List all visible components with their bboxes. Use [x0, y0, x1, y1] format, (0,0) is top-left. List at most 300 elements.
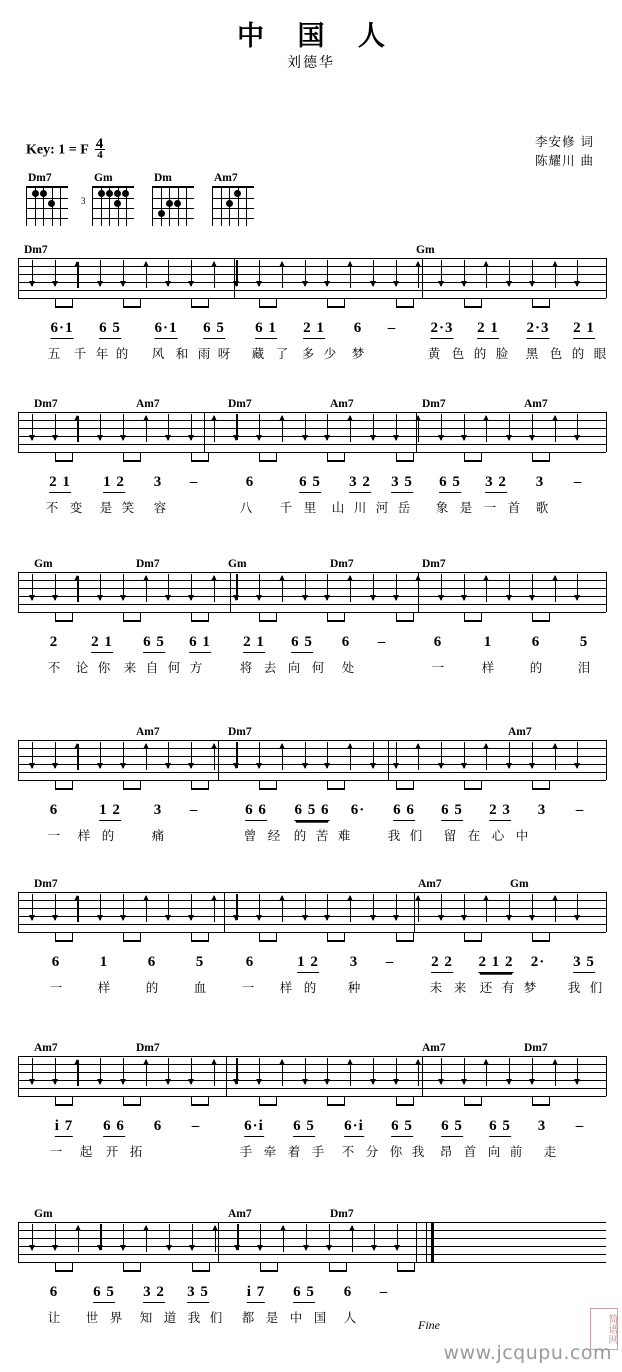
lyric-syllable: 我 — [387, 828, 401, 843]
final-barline-thick — [431, 1222, 434, 1262]
composer-credit: 陈耀川 曲 — [535, 153, 594, 168]
downstroke-arrow — [259, 414, 260, 440]
lyric-syllable: 的 — [571, 346, 585, 361]
note-stem — [208, 298, 209, 308]
jianpu-note: – — [575, 1118, 585, 1134]
arrow-head — [370, 1079, 376, 1085]
lyric-syllable: 歌 — [535, 500, 549, 515]
chord-label: Dm7 — [34, 398, 58, 410]
chord-diagram-am7 — [212, 172, 260, 226]
staff-line — [18, 756, 606, 757]
jianpu-notation-row — [18, 1118, 606, 1138]
rhythm-beam — [55, 788, 73, 790]
note-stem — [276, 612, 277, 622]
downstroke-arrow — [464, 260, 465, 286]
downstroke-arrow — [509, 742, 510, 768]
note-stem — [549, 932, 550, 942]
staff-line — [18, 740, 606, 741]
jianpu-note: i 7 — [55, 1118, 73, 1137]
downstroke-arrow — [374, 1224, 375, 1250]
lyric-syllable: 样 — [279, 980, 293, 995]
rhythm-beam — [123, 1104, 141, 1106]
arrow-head — [506, 763, 512, 769]
arrow-head — [347, 743, 353, 749]
staff-line — [18, 1254, 606, 1255]
note-stem — [208, 452, 209, 462]
jianpu-note: 6·1 — [154, 320, 177, 339]
arrow-head — [461, 281, 467, 287]
lyric-syllable: 一 — [47, 828, 61, 843]
upstroke-arrow — [555, 896, 556, 922]
staff-line — [18, 444, 606, 445]
chord-finger-dot — [158, 210, 165, 217]
chord-diagram-name: Dm — [154, 172, 172, 184]
arrow-head — [393, 595, 399, 601]
staff-line — [18, 1222, 606, 1223]
downstroke-arrow — [123, 1224, 124, 1250]
lyric-syllable: 昂 — [439, 1144, 453, 1159]
upstroke-arrow — [214, 744, 215, 770]
downstroke-arrow — [509, 414, 510, 440]
lyric-syllable: 曾 — [243, 828, 257, 843]
downstroke-arrow — [397, 1224, 398, 1250]
lyric-syllable: 里 — [303, 500, 317, 515]
lyric-syllable: 的 — [529, 660, 543, 675]
lyric-syllable: 我 — [411, 1144, 425, 1159]
rhythm-beam — [327, 460, 345, 462]
lyric-syllable: 我 — [187, 1310, 201, 1325]
lyric-syllable: 分 — [365, 1144, 379, 1159]
staff-line — [18, 748, 606, 749]
downstroke-arrow — [577, 1058, 578, 1084]
downstroke-arrow — [532, 1058, 533, 1084]
lyric-syllable: 样 — [97, 980, 111, 995]
arrow-head — [29, 281, 35, 287]
rhythm-beam — [123, 306, 141, 308]
fretboard-fret — [153, 208, 194, 209]
arrow-head — [506, 435, 512, 441]
arrow-head — [370, 281, 376, 287]
fretboard-string — [178, 188, 179, 226]
rhythm-beam — [464, 1104, 482, 1106]
jianpu-note: 6·i — [244, 1118, 264, 1137]
arrow-head — [29, 763, 35, 769]
downstroke-arrow — [192, 1224, 193, 1250]
downstroke-arrow — [441, 894, 442, 920]
time-denominator: 4 — [97, 149, 103, 161]
downstroke-arrow — [373, 742, 374, 768]
upstroke-arrow — [350, 744, 351, 770]
chord-label: Dm7 — [330, 1208, 354, 1220]
lyric-syllable: 山 — [331, 500, 345, 515]
arrow-head — [75, 1225, 81, 1231]
downstroke-arrow — [169, 1224, 170, 1250]
lyric-syllable: 着 — [287, 1144, 301, 1159]
lyric-syllable: 了 — [275, 346, 289, 361]
upstroke-arrow — [555, 744, 556, 770]
upstroke-arrow — [283, 1226, 284, 1252]
arrow-head — [324, 435, 330, 441]
rhythm-beam — [260, 1270, 278, 1272]
lyric-syllable: 都 — [241, 1310, 255, 1325]
chord-finger-dot — [40, 190, 47, 197]
arrow-head — [120, 281, 126, 287]
fretboard-fret — [213, 218, 254, 219]
lyric-syllable: 中 — [515, 828, 529, 843]
upstroke-arrow — [352, 1226, 353, 1252]
lyric-row — [18, 344, 606, 364]
downstroke-arrow — [168, 574, 169, 600]
lyric-syllable: 不 — [47, 660, 61, 675]
note-stem — [276, 780, 277, 790]
downstroke-arrow — [123, 894, 124, 920]
arrow-head — [370, 915, 376, 921]
fretboard-fret — [93, 208, 134, 209]
key-label: Key: — [26, 142, 55, 158]
downstroke-arrow — [168, 894, 169, 920]
lyric-syllable: 处 — [341, 660, 355, 675]
note-stem — [413, 612, 414, 622]
note-stem — [276, 298, 277, 308]
jianpu-note: 2 1 — [477, 320, 499, 339]
downstroke-arrow — [373, 414, 374, 440]
lyric-syllable: 多 — [301, 346, 315, 361]
downstroke-arrow — [327, 414, 328, 440]
upstroke-arrow — [418, 262, 419, 288]
performer-name: 刘德华 — [287, 55, 335, 71]
rhythm-beam — [327, 620, 345, 622]
arrow-head — [188, 1079, 194, 1085]
chord-label: Am7 — [136, 726, 160, 738]
barline — [218, 1222, 219, 1262]
arrow-head — [211, 261, 217, 267]
lyricist-credit: 李安修 词 — [535, 134, 594, 149]
jianpu-note: 3 — [349, 954, 359, 970]
jianpu-note: 6 — [343, 1284, 353, 1300]
jianpu-note: 6 1 — [255, 320, 277, 339]
arrow-head — [461, 435, 467, 441]
staff-line — [18, 436, 606, 437]
downstroke-arrow — [441, 742, 442, 768]
downstroke-arrow — [191, 260, 192, 286]
jianpu-note: 2 1 — [303, 320, 325, 339]
rhythm-beam — [259, 306, 277, 308]
arrow-head — [438, 763, 444, 769]
staff-line — [18, 1246, 606, 1247]
downstroke-arrow — [329, 1224, 330, 1250]
rhythm-beam — [327, 1104, 345, 1106]
lyric-syllable: 是 — [459, 500, 473, 515]
fretboard-fret — [27, 208, 68, 209]
rhythm-beam — [464, 620, 482, 622]
downstroke-arrow — [464, 742, 465, 768]
note-stem — [276, 932, 277, 942]
downstroke-arrow — [259, 260, 260, 286]
downstroke-arrow — [100, 414, 101, 440]
lyric-syllable: 一 — [431, 660, 445, 675]
chord-label: Dm7 — [422, 398, 446, 410]
staff-line — [18, 1072, 606, 1073]
jianpu-note: 1 2 — [99, 802, 121, 821]
lyric-syllable: 来 — [453, 980, 467, 995]
downstroke-arrow — [396, 414, 397, 440]
chord-label: Am7 — [524, 398, 548, 410]
note-stem — [414, 1262, 415, 1272]
staff-line — [18, 1064, 606, 1065]
lyric-syllable: 血 — [193, 980, 207, 995]
chord-finger-dot — [166, 200, 173, 207]
lyric-syllable: 一 — [241, 980, 255, 995]
lyric-row — [18, 658, 606, 678]
jianpu-note: – — [377, 634, 387, 650]
arrow-head — [415, 743, 421, 749]
arrow-head — [97, 1079, 103, 1085]
arrow-head — [552, 575, 558, 581]
upstroke-arrow — [282, 744, 283, 770]
chord-diagram-gm — [81, 172, 140, 226]
rhythm-beam — [123, 460, 141, 462]
upstroke-arrow — [146, 1226, 147, 1252]
downstroke-arrow — [55, 1224, 56, 1250]
fretboard-string — [169, 188, 170, 226]
jianpu-note: 2·3 — [526, 320, 549, 339]
downstroke-arrow — [305, 1058, 306, 1084]
arrow-head — [415, 895, 421, 901]
arrow-head — [574, 1079, 580, 1085]
arrow-head — [212, 1225, 218, 1231]
staff-line — [18, 932, 606, 933]
note-stem — [72, 1096, 73, 1106]
arrow-head — [483, 575, 489, 581]
jianpu-note: 6 5 — [293, 1118, 315, 1137]
chord-fretboard — [26, 186, 68, 226]
arrow-head — [461, 595, 467, 601]
staff-line — [18, 1088, 606, 1089]
barline — [606, 892, 607, 932]
arrow-head — [506, 595, 512, 601]
lyric-syllable: 界 — [109, 1310, 123, 1325]
arrow-head — [120, 763, 126, 769]
staff-line — [18, 580, 606, 581]
chord-diagram-dm7 — [26, 172, 74, 226]
downstroke-arrow — [577, 742, 578, 768]
downstroke-arrow — [396, 260, 397, 286]
jianpu-note: 6 — [147, 954, 157, 970]
staff-line — [18, 1262, 606, 1263]
downstroke-arrow — [305, 894, 306, 920]
rhythm-beam — [396, 788, 414, 790]
note-stem — [72, 1262, 73, 1272]
arrow-head — [52, 595, 58, 601]
rhythm-beam — [259, 788, 277, 790]
upstroke-arrow — [77, 262, 78, 288]
lyric-syllable: 将 — [239, 660, 253, 675]
chord-label: Am7 — [228, 1208, 252, 1220]
staff-system — [18, 244, 607, 361]
downstroke-arrow — [260, 1224, 261, 1250]
rhythm-beam — [123, 788, 141, 790]
arrow-head — [279, 895, 285, 901]
arrow-head — [461, 1079, 467, 1085]
downstroke-arrow — [532, 260, 533, 286]
jianpu-note: 6 5 — [441, 802, 463, 821]
note-stem — [413, 452, 414, 462]
arrow-head — [393, 915, 399, 921]
rhythm-beam — [532, 788, 550, 790]
jianpu-note: – — [573, 474, 583, 490]
lyric-syllable: 种 — [347, 980, 361, 995]
jianpu-note: 6 5 — [93, 1284, 115, 1303]
downstroke-arrow — [236, 414, 237, 440]
lyric-syllable: 来 — [123, 660, 137, 675]
staff-system — [18, 1042, 606, 1159]
arrow-head — [302, 595, 308, 601]
barline — [226, 1056, 227, 1096]
downstroke-arrow — [532, 742, 533, 768]
jianpu-note: 5 — [195, 954, 205, 970]
fretboard-string — [52, 188, 53, 226]
chord-label: Am7 — [34, 1042, 58, 1054]
arrow-head — [211, 575, 217, 581]
downstroke-arrow — [32, 260, 33, 286]
downstroke-arrow — [191, 742, 192, 768]
lyric-syllable: 起 — [79, 1144, 93, 1159]
rhythm-beam — [123, 1270, 141, 1272]
arrow-head — [324, 915, 330, 921]
jianpu-note: – — [189, 474, 199, 490]
arrow-head — [326, 1245, 332, 1251]
lyric-syllable: 人 — [343, 1310, 357, 1325]
arrow-head — [74, 895, 80, 901]
downstroke-arrow — [100, 574, 101, 600]
lyric-syllable: 世 — [85, 1310, 99, 1325]
note-stem — [346, 1262, 347, 1272]
barline — [224, 892, 225, 932]
staff-line — [18, 298, 606, 299]
arrow-head — [97, 763, 103, 769]
rhythm-beam — [532, 620, 550, 622]
jianpu-note: 6 5 — [143, 634, 165, 653]
jianpu-note: 3 5 — [573, 954, 595, 973]
arrow-head — [506, 1079, 512, 1085]
downstroke-arrow — [236, 1058, 237, 1084]
chord-label: Gm — [416, 244, 435, 256]
arrow-head — [233, 435, 239, 441]
arrow-head — [574, 915, 580, 921]
upstroke-arrow — [486, 1060, 487, 1086]
arrow-head — [461, 915, 467, 921]
jianpu-note: 6 6 — [393, 802, 415, 821]
note-stem — [344, 932, 345, 942]
staff — [18, 892, 606, 932]
arrow-head — [349, 1225, 355, 1231]
jianpu-note: 2 1 — [573, 320, 595, 339]
jianpu-note: 6 — [341, 634, 351, 650]
downstroke-arrow — [532, 894, 533, 920]
upstroke-arrow — [215, 1226, 216, 1252]
arrow-head — [52, 763, 58, 769]
lyric-syllable: 容 — [153, 500, 167, 515]
arrow-head — [370, 763, 376, 769]
rhythm-beam — [55, 1270, 73, 1272]
arrow-head — [233, 1079, 239, 1085]
staff-line — [18, 764, 606, 765]
arrow-head — [347, 1059, 353, 1065]
arrow-head — [529, 435, 535, 441]
lyric-syllable: 一 — [49, 1144, 63, 1159]
downstroke-arrow — [509, 574, 510, 600]
rhythm-beam — [464, 306, 482, 308]
key-value: 1 = F — [58, 142, 89, 158]
jianpu-note: 6 — [49, 1284, 59, 1300]
upstroke-arrow — [486, 744, 487, 770]
fretboard-string — [221, 188, 222, 226]
rhythm-beam — [191, 620, 209, 622]
jianpu-note: 6 5 6 — [295, 802, 330, 821]
arrow-head — [143, 575, 149, 581]
staff-system — [18, 558, 606, 675]
downstroke-arrow — [464, 1058, 465, 1084]
rhythm-beam — [396, 306, 414, 308]
arrow-head — [324, 763, 330, 769]
lyric-syllable: 经 — [267, 828, 281, 843]
staff — [18, 1056, 606, 1096]
time-numerator: 4 — [95, 136, 105, 152]
upstroke-arrow — [350, 896, 351, 922]
jianpu-note: 2 — [49, 634, 59, 650]
staff-line — [18, 892, 606, 893]
jianpu-note: 2·3 — [430, 320, 453, 339]
fretboard-fret — [27, 218, 68, 219]
staff-line — [18, 908, 606, 909]
note-stem — [140, 932, 141, 942]
rhythm-beam — [259, 460, 277, 462]
lyric-syllable: 们 — [589, 980, 603, 995]
lyric-syllable: 牵 — [263, 1144, 277, 1159]
lyric-syllable: 的 — [145, 980, 159, 995]
jianpu-note: 6 5 — [489, 1118, 511, 1137]
barline — [234, 258, 235, 298]
lyric-syllable: 首 — [507, 500, 521, 515]
barline — [422, 258, 423, 298]
jianpu-note: – — [385, 954, 395, 970]
upstroke-arrow — [146, 416, 147, 442]
chord-diagram-name: Am7 — [214, 172, 238, 184]
arrow-head — [574, 763, 580, 769]
staff-line — [18, 1080, 606, 1081]
note-stem — [140, 612, 141, 622]
barline — [18, 892, 19, 932]
lyric-syllable: 知 — [139, 1310, 153, 1325]
arrow-head — [302, 915, 308, 921]
jianpu-note: 3 5 — [391, 474, 413, 493]
note-stem — [140, 452, 141, 462]
arrow-head — [143, 415, 149, 421]
barline — [416, 1222, 417, 1262]
downstroke-arrow — [373, 574, 374, 600]
arrow-head — [188, 281, 194, 287]
chord-label: Gm — [510, 878, 529, 890]
arrow-head — [165, 1079, 171, 1085]
lyric-syllable: 川 — [353, 500, 367, 515]
downstroke-arrow — [168, 260, 169, 286]
lyric-syllable: 的 — [293, 828, 307, 843]
fretboard-string — [186, 188, 187, 226]
upstroke-arrow — [77, 576, 78, 602]
upstroke-arrow — [486, 416, 487, 442]
lyric-syllable: 们 — [209, 1310, 223, 1325]
rhythm-beam — [123, 940, 141, 942]
